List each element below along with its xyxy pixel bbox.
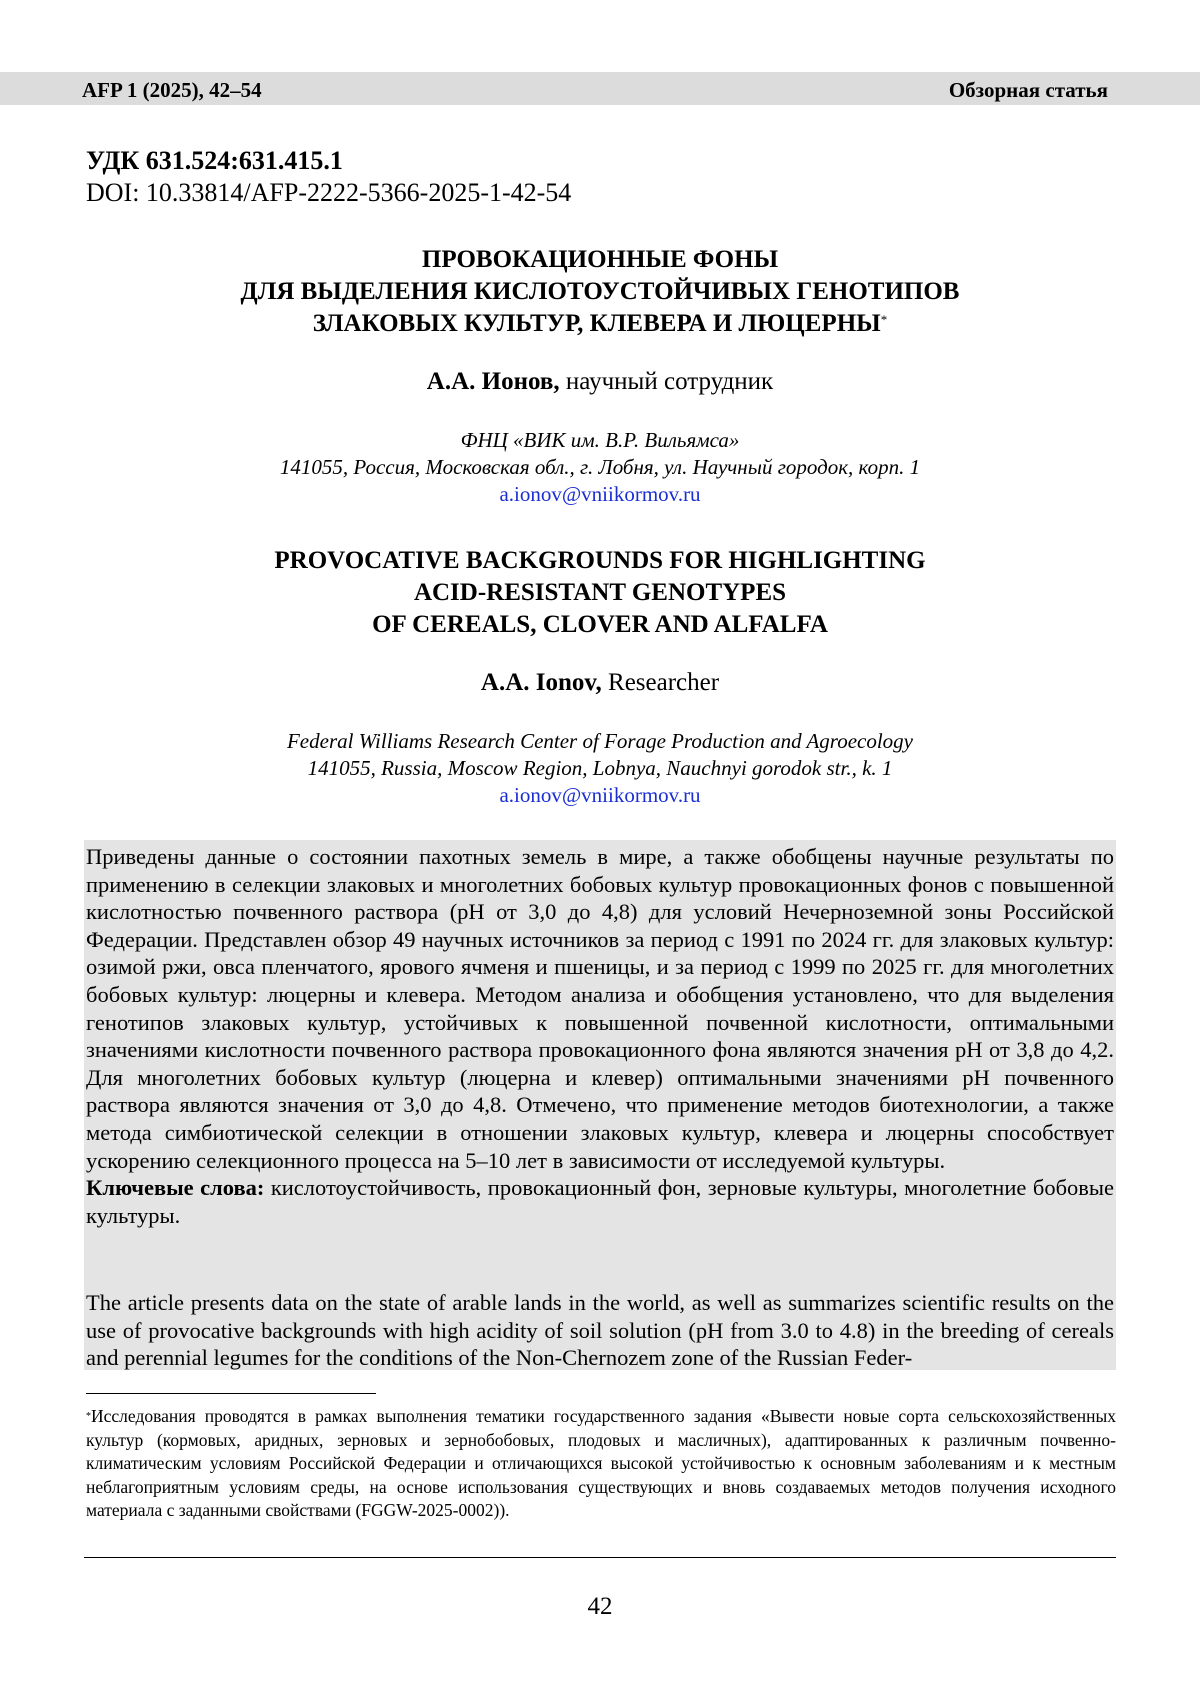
footnote-text: Исследования проводятся в рамках выполнения тематики государственного задания «Вывести новые сорта сельскохозяйственных культур (кормовых, аридных, зерновых и зернобобовых, плодовых и масличных), адаптированных к различным почвенно-климатическим условиям Российской Федерации и отличающихся высокой устойчивостью к основным заболеваниям и к местным неблагоприятным условиям среды, на основе использования существующих и вновь создаваемых методов получения исходного материала с заданными свойствами (FGGW-2025-0002)). [86,1406,1116,1520]
author-en-name: A.A. Ionov, [481,669,602,696]
author-ru-name: А.А. Ионов, [427,368,560,395]
footnote [86,1405,1116,1523]
title-russian [0,244,1200,340]
journal-reference: AFP 1 (2025), 42–54 [82,78,262,102]
title-en-line-1: PROVOCATIVE BACKGROUNDS FOR HIGHLIGHTING [0,545,1200,577]
email-link-ru[interactable]: a.ionov@vniikormov.ru [0,481,1200,508]
affiliation-en-address: 141055, Russia, Moscow Region, Lobnya, Nauchnyi gorodok str., k. 1 [0,755,1200,782]
page-bottom-divider [84,1557,1116,1558]
affiliation-ru-org: ФНЦ «ВИК им. В.Р. Вильямса» [0,427,1200,454]
affiliation-english [0,728,1200,809]
keywords-text: кислотоустойчивость, провокационный фон, зерновые культуры, многолетние бобовые культуры. [86,1175,1114,1228]
doi: DOI: 10.33814/AFP-2222-5366-2025-1-42-54 [86,178,571,208]
footnote-divider [86,1393,376,1394]
title-en-line-2: ACID-RESISTANT GENOTYPES [0,577,1200,609]
article-type: Обзорная статья [949,78,1108,102]
keywords-label: Ключевые слова: [86,1175,264,1200]
title-en-line-3: OF CEREALS, CLOVER AND ALFALFA [0,609,1200,641]
title-ru-line-3 [0,308,1200,340]
udc-code: УДК 631.524:631.415.1 [86,146,343,176]
title-ru-line-2: ДЛЯ ВЫДЕЛЕНИЯ КИСЛОТОУСТОЙЧИВЫХ ГЕНОТИПОВ [0,276,1200,308]
title-ru-line-1: ПРОВОКАЦИОННЫЕ ФОНЫ [0,244,1200,276]
author-english [0,668,1200,698]
email-link-en[interactable]: a.ionov@vniikormov.ru [0,782,1200,809]
abstract-english: The article presents data on the state of arable lands in the world, as well as summarizes scientific results on the use of provocative backgrounds with high acidity of soil solution (pH from 3.0 to 4.8) in the breeding of cereals and perennial legumes for the conditions of the Non-Chernozem zone of the Russian Feder- [86,1289,1114,1372]
title-footnote-mark[interactable]: * [881,312,888,327]
title-english [0,545,1200,641]
author-ru-role: научный сотрудник [560,368,774,395]
page-number: 42 [0,1592,1200,1622]
author-en-role: Researcher [602,669,719,696]
abstract-ru-text: Приведены данные о состоянии пахотных земель в мире, а также обобщены научные результаты по применению в селекции злаковых и многолетних бобовых культур провокационных фонов с повышенной кислотностью почвенного раствора (pH от 3,0 до 4,8) для условий Нечерноземной зоны Российской Федерации. Представлен обзор 49 научных источников за период с 1991 по 2024 гг. для злаковых культур: озимой ржи, овса пленчатого, ярового ячменя и пшеницы, и за период с 1999 по 2025 гг. для многолетних бобовых культур: люцерны и клевера. Методом анализа и обобщения установлено, что для выделения генотипов злаковых культур, устойчивых к повышенной почвенной кислотности, оптимальными значениями кислотности почвенного раствора провокационного фона являются значения pH от 3,8 до 4,2. Для многолетних бобовых культур (люцерна и клевер) оптимальными значениями pH почвенного раствора являются значения от 3,0 до 4,8. Отмечено, что применение методов биотехнологии, а также метода симбиотической селекции в отношении злаковых культур, клевера и люцерны способствует ускорению селекционного процесса на 5–10 лет в зависимости от исследуемой культуры. [86,843,1114,1174]
footnote-mark: * [86,1411,91,1422]
title-ru-line-3-text: ЗЛАКОВЫХ КУЛЬТУР, КЛЕВЕРА И ЛЮЦЕРНЫ [313,310,881,337]
keywords-ru [86,1174,1114,1229]
affiliation-ru-address: 141055, Россия, Московская обл., г. Лобня, ул. Научный городок, корп. 1 [0,454,1200,481]
author-russian [0,367,1200,397]
affiliation-en-org: Federal Williams Research Center of Forage Production and Agroecology [0,728,1200,755]
abstract-russian [86,843,1114,1229]
affiliation-russian [0,427,1200,508]
